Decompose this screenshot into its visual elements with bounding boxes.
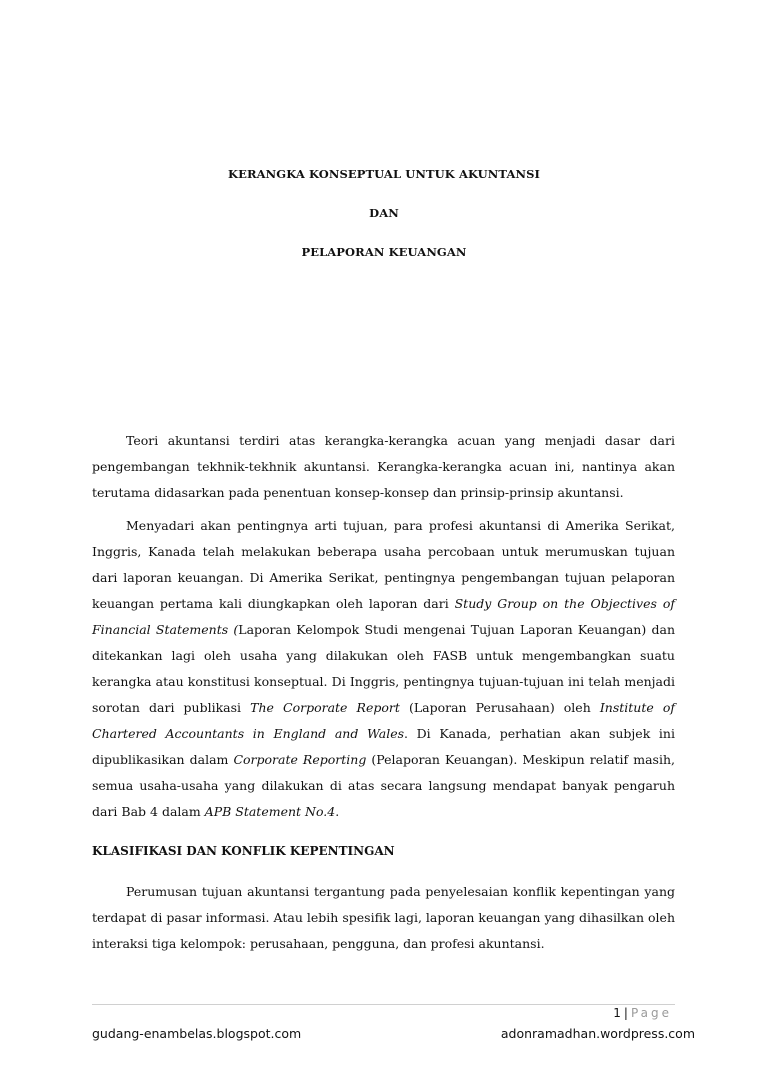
page-number-value: 1	[613, 1006, 621, 1020]
paragraph-1-text: Teori akuntansi terdiri atas kerangka-kerangka acuan yang menjadi dasar dari pengembangan tekhnik-tekhnik akuntansi. Kerangka-kerangka acuan ini, nantinya akan terutama didasarkan pada penentuan konsep-konsep dan prinsip-prinsip akuntansi.	[92, 433, 675, 500]
p2-italic-institute: Institute of Chartered Accountants in England and Wales	[92, 700, 675, 741]
page-number	[613, 1006, 672, 1020]
paragraph-2-text	[92, 513, 675, 825]
paragraph-3-text: Perumusan tujuan akuntansi tergantung pada penyelesaian konflik kepentingan yang terdapat di pasar informasi. Atau lebih spesifik lagi, laporan keuangan yang dihasilkan oleh interaksi tiga kelompok: perusahaan, pengguna, dan profesi akuntansi.	[92, 884, 675, 951]
p2-text-3: (Laporan Perusahaan) oleh	[399, 700, 600, 715]
p2-italic-study-group: Study Group on the Objectives of Financial Statements (	[92, 596, 675, 637]
p2-text-4: . Di Kanada, perhatian akan subjek ini dipublikasikan dalam	[92, 726, 675, 767]
p2-text-6: .	[335, 804, 340, 819]
p2-text-5: (Pelaporan Keuangan). Meskipun relatif masih, semua usaha-usaha yang dilakukan di atas secara langsung mendapat banyak pengaruh dari Bab 4 dalam	[92, 752, 675, 819]
section-heading: KLASIFIKASI DAN KONFLIK KEPENTINGAN	[92, 844, 395, 858]
paragraph-3	[92, 879, 675, 957]
p2-italic-apb-statement: APB Statement No.4	[204, 804, 336, 819]
paragraph-1	[92, 428, 675, 506]
p2-italic-corporate-report: The Corporate Report	[250, 700, 400, 715]
footer-right-link[interactable]: adonramadhan.wordpress.com	[500, 1026, 695, 1041]
footer-left-link[interactable]: gudang-enambelas.blogspot.com	[92, 1026, 302, 1041]
page-number-separator: |	[623, 1006, 628, 1020]
title-line-2: DAN	[369, 206, 399, 220]
p2-text-1: Menyadari akan pentingnya arti tujuan, para profesi akuntansi di Amerika Serikat, Inggris, Kanada telah melakukan beberapa usaha percobaan untuk merumuskan tujuan dari laporan keuangan. Di Amerika Serikat, pentingnya pengembangan tujuan pelaporan keuangan pertama kali diungkapkan oleh laporan dari	[92, 518, 675, 611]
title-line-3: PELAPORAN KEUANGAN	[301, 245, 467, 259]
page-label: Page	[630, 1006, 672, 1020]
p2-text-2: Laporan Kelompok Studi mengenai Tujuan Laporan Keuangan) dan ditekankan lagi oleh usaha yang dilakukan oleh FASB untuk mengembangkan suatu kerangka atau konstitusi konseptual. Di Inggris, pentingnya tujuan-tujuan ini telah menjadi sorotan dari publikasi	[92, 622, 675, 715]
p2-italic-corporate-reporting: Corporate Reporting	[233, 752, 367, 767]
paragraph-2	[92, 513, 675, 825]
title-line-1: KERANGKA KONSEPTUAL UNTUK AKUNTANSI	[228, 167, 540, 181]
footer-divider	[92, 1004, 675, 1005]
